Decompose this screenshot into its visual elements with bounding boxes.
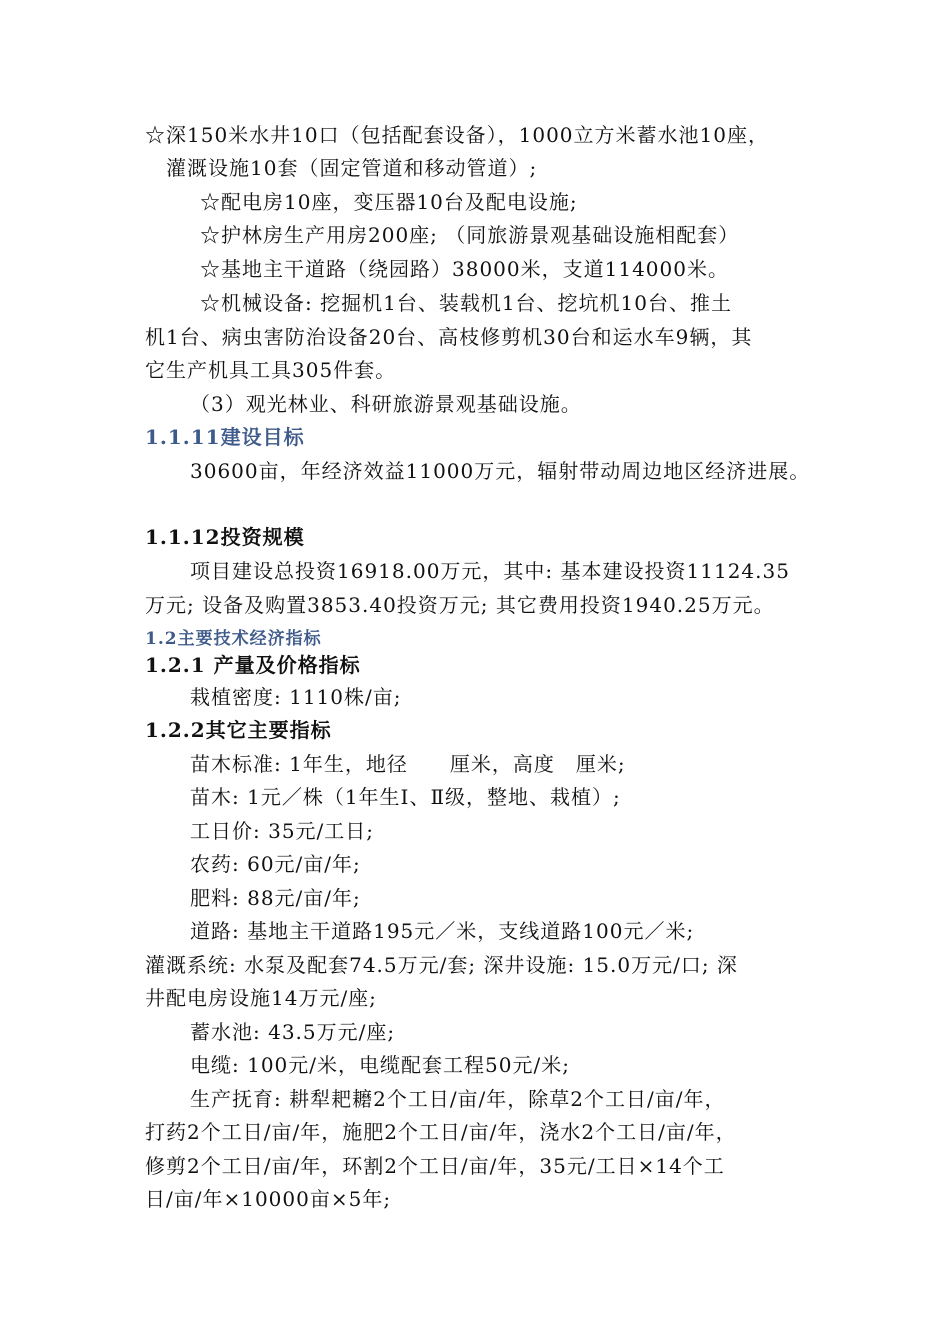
text-line: 苗木标准: 1年生，地径 厘米，高度 厘米; xyxy=(190,752,626,776)
text-line: 机1台、病虫害防治设备20台、高枝修剪机30台和运水车9辆，其 xyxy=(145,325,753,349)
text-line: 打药2个工日/亩/年，施肥2个工日/亩/年，浇水2个工日/亩/年， xyxy=(145,1120,737,1144)
section-heading: 1.1.12投资规模 xyxy=(145,525,305,549)
section-heading: 1.1.11建设目标 xyxy=(145,425,305,449)
text-line: 蓄水池: 43.5万元/座; xyxy=(190,1020,396,1044)
text-line: 生产抚育: 耕犁耙耱2个工日/亩/年，除草2个工日/亩/年， xyxy=(190,1087,726,1111)
text-line: 灌溉系统: 水泵及配套74.5万元/套; 深井设施: 15.0万元/口; 深 xyxy=(145,953,738,977)
text-line: （3）观光林业、科研旅游景观基础设施。 xyxy=(190,392,582,416)
text-line: 万元; 设备及购置3853.40投资万元; 其它费用投资1940.25万元。 xyxy=(145,593,775,617)
text-line: ☆配电房10座，变压器10台及配电设施; xyxy=(200,190,578,214)
text-line: 农药: 60元/亩/年; xyxy=(190,852,361,876)
text-line: 30600亩，年经济效益11000万元，辐射带动周边地区经济进展。 xyxy=(190,459,811,483)
section-heading: 1.2.2其它主要指标 xyxy=(145,718,332,742)
text-line: 道路: 基地主干道路195元／米，支线道路100元／米; xyxy=(190,919,695,943)
section-heading: 1.2.1 产量及价格指标 xyxy=(145,653,361,677)
text-line: 井配电房设施14万元/座; xyxy=(145,986,377,1010)
text-line: 苗木: 1元／株（1年生Ⅰ、Ⅱ级，整地、栽植）; xyxy=(190,785,621,809)
text-line: ☆基地主干道路（绕园路）38000米，支道114000米。 xyxy=(200,257,729,281)
text-line: 项目建设总投资16918.00万元，其中: 基本建设投资11124.35 xyxy=(190,559,790,583)
text-line: 修剪2个工日/亩/年，环割2个工日/亩/年，35元/工日×14个工 xyxy=(145,1154,725,1178)
text-line: 栽植密度: 1110株/亩; xyxy=(190,685,402,709)
text-line: 日/亩/年×10000亩×5年; xyxy=(145,1187,392,1211)
text-line: 肥料: 88元/亩/年; xyxy=(190,886,361,910)
text-line: ☆深150米水井10口（包括配套设备），1000立方米蓄水池10座， xyxy=(145,123,769,147)
text-line: ☆护林房生产用房200座; （同旅游景观基础设施相配套） xyxy=(200,223,740,247)
text-line: 工日价: 35元/工日; xyxy=(190,819,375,843)
text-line: 灌溉设施10套（固定管道和移动管道）; xyxy=(166,156,538,180)
section-heading: 1.2主要技术经济指标 xyxy=(145,629,322,649)
text-line: 电缆: 100元/米，电缆配套工程50元/米; xyxy=(190,1053,570,1077)
text-line: ☆机械设备: 挖掘机1台、装载机1台、挖坑机10台、推土 xyxy=(200,291,732,315)
text-line: 它生产机具工具305件套。 xyxy=(145,358,397,382)
